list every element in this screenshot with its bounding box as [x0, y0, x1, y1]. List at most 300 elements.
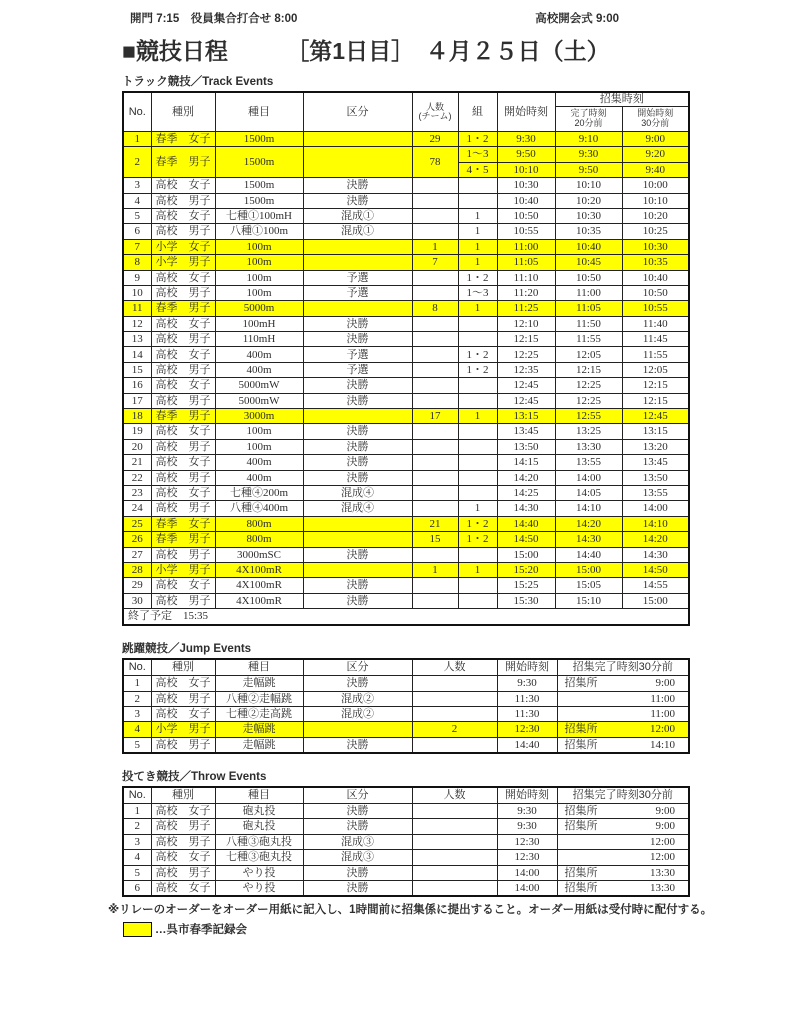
cell-start-time: 12:30 — [497, 850, 557, 865]
cell-call-complete: 11:00 — [555, 285, 622, 300]
track-section-label: トラック競技／Track Events — [122, 76, 274, 88]
cell-event: 1500m — [215, 132, 303, 147]
cell-category: 高校 男子 — [151, 501, 215, 516]
table-row — [123, 501, 689, 516]
cell-no: 21 — [123, 455, 151, 470]
cell-count: 1 — [412, 562, 458, 577]
track-table-body — [123, 132, 689, 609]
cell-category: 小学 男子 — [151, 722, 215, 737]
jump-table-header — [123, 659, 689, 676]
cell-start-time: 11:30 — [497, 691, 557, 706]
cell-call-start: 13:45 — [622, 455, 689, 470]
cell-event: 4X100mR — [215, 593, 303, 608]
cell-event: 走幅跳 — [215, 676, 303, 691]
track-table-header — [123, 92, 689, 132]
col-header-category: 種別 — [151, 787, 215, 804]
cell-start-time: 10:10 — [497, 162, 555, 177]
cell-call-complete: 10:35 — [555, 224, 622, 239]
cell-event: 1500m — [215, 178, 303, 193]
call-time: 11:00 — [650, 692, 675, 705]
cell-call-complete: 9:10 — [555, 132, 622, 147]
cell-count — [412, 881, 497, 897]
cell-event: やり投 — [215, 865, 303, 880]
cell-call-place-time — [557, 676, 689, 691]
cell-count: 8 — [412, 301, 458, 316]
cell-start-time: 14:40 — [497, 737, 557, 753]
cell-no: 4 — [123, 850, 151, 865]
col-header-call-time: 招集時刻 — [555, 92, 689, 107]
table-row — [123, 706, 689, 721]
highlight-color-swatch — [123, 922, 152, 937]
table-row — [123, 147, 689, 162]
cell-heat — [458, 578, 497, 593]
cell-division — [303, 301, 412, 316]
call-time: 11:00 — [650, 707, 675, 720]
cell-category: 高校 女子 — [151, 378, 215, 393]
cell-start-time: 10:40 — [497, 193, 555, 208]
cell-start-time: 15:25 — [497, 578, 555, 593]
cell-call-complete: 10:40 — [555, 239, 622, 254]
cell-start-time: 9:30 — [497, 132, 555, 147]
cell-no: 1 — [123, 804, 151, 819]
cell-event: 800m — [215, 516, 303, 531]
cell-event: 800m — [215, 532, 303, 547]
cell-heat — [458, 193, 497, 208]
cell-no: 6 — [123, 224, 151, 239]
cell-count — [412, 865, 497, 880]
cell-call-complete: 14:40 — [555, 547, 622, 562]
cell-no: 26 — [123, 532, 151, 547]
cell-call-place-time — [557, 722, 689, 737]
col-header-start-time: 開始時刻 — [497, 787, 557, 804]
cell-heat: 1・2 — [458, 347, 497, 362]
cell-start-time: 15:00 — [497, 547, 555, 562]
cell-start-time: 15:30 — [497, 593, 555, 608]
cell-no: 5 — [123, 208, 151, 223]
cell-heat — [458, 393, 497, 408]
cell-call-place-time — [557, 804, 689, 819]
cell-start-time: 14:00 — [497, 865, 557, 880]
cell-call-complete: 9:50 — [555, 162, 622, 177]
cell-start-time: 9:30 — [497, 819, 557, 834]
cell-division: 決勝 — [303, 547, 412, 562]
cell-event: 100mH — [215, 316, 303, 331]
cell-division: 決勝 — [303, 470, 412, 485]
cell-event: 4X100mR — [215, 578, 303, 593]
cell-division: 決勝 — [303, 819, 412, 834]
col-header-no: No. — [123, 787, 151, 804]
cell-no: 3 — [123, 706, 151, 721]
cell-no: 29 — [123, 578, 151, 593]
cell-heat: 1・2 — [458, 362, 497, 377]
cell-category: 高校 男子 — [151, 193, 215, 208]
cell-division — [303, 239, 412, 254]
cell-no: 17 — [123, 393, 151, 408]
cell-count — [412, 501, 458, 516]
cell-category: 高校 女子 — [151, 347, 215, 362]
cell-call-start: 10:55 — [622, 301, 689, 316]
cell-start-time: 9:30 — [497, 804, 557, 819]
cell-event: 5000m — [215, 301, 303, 316]
cell-call-place-time — [557, 706, 689, 721]
cell-call-complete: 10:45 — [555, 255, 622, 270]
call-place: 招集所 — [564, 866, 598, 879]
cell-event: 七種④200m — [215, 485, 303, 500]
cell-category: 高校 女子 — [151, 676, 215, 691]
cell-category: 高校 男子 — [151, 691, 215, 706]
cell-heat: 1 — [458, 409, 497, 424]
col-header-category: 種別 — [151, 92, 215, 132]
cell-start-time: 12:45 — [497, 378, 555, 393]
cell-call-start: 12:45 — [622, 409, 689, 424]
cell-no: 2 — [123, 819, 151, 834]
cell-count — [412, 819, 497, 834]
call-time: 13:30 — [649, 882, 675, 895]
cell-category: 高校 女子 — [151, 485, 215, 500]
cell-category: 小学 女子 — [151, 239, 215, 254]
cell-start-time: 12:30 — [497, 722, 557, 737]
cell-no: 20 — [123, 439, 151, 454]
cell-no: 18 — [123, 409, 151, 424]
cell-call-complete: 12:25 — [555, 378, 622, 393]
cell-no: 30 — [123, 593, 151, 608]
cell-call-start: 12:15 — [622, 393, 689, 408]
cell-no: 13 — [123, 332, 151, 347]
cell-category: 高校 女子 — [151, 578, 215, 593]
col-header-start-time: 開始時刻 — [497, 659, 557, 676]
cell-category: 春季 男子 — [151, 147, 215, 178]
cell-start-time: 11:20 — [497, 285, 555, 300]
table-row — [123, 378, 689, 393]
col-header-count: 人数 (チーム) — [412, 92, 458, 132]
cell-start-time: 9:50 — [497, 147, 555, 162]
cell-call-complete: 15:05 — [555, 578, 622, 593]
cell-call-complete: 13:25 — [555, 424, 622, 439]
cell-category: 高校 男子 — [151, 865, 215, 880]
cell-division — [303, 722, 412, 737]
cell-event: 400m — [215, 470, 303, 485]
throw-events-table — [122, 786, 690, 897]
cell-count — [412, 485, 458, 500]
cell-start-time: 12:25 — [497, 347, 555, 362]
cell-no: 19 — [123, 424, 151, 439]
cell-heat — [458, 178, 497, 193]
cell-no: 27 — [123, 547, 151, 562]
cell-count — [412, 362, 458, 377]
col-header-start-time: 開始時刻 — [497, 92, 555, 132]
table-row — [123, 676, 689, 691]
cell-division: 混成② — [303, 691, 412, 706]
cell-division: 混成③ — [303, 850, 412, 865]
cell-call-start: 10:50 — [622, 285, 689, 300]
cell-call-start: 15:00 — [622, 593, 689, 608]
cell-call-complete: 12:55 — [555, 409, 622, 424]
cell-no: 6 — [123, 881, 151, 897]
end-time-note: 終了予定 15:35 — [123, 609, 689, 626]
cell-event: 八種②走幅跳 — [215, 691, 303, 706]
cell-count — [412, 547, 458, 562]
cell-no: 22 — [123, 470, 151, 485]
cell-call-start: 11:45 — [622, 332, 689, 347]
cell-call-start: 10:40 — [622, 270, 689, 285]
cell-count — [412, 378, 458, 393]
cell-call-complete: 10:20 — [555, 193, 622, 208]
cell-call-complete: 15:00 — [555, 562, 622, 577]
table-row — [123, 593, 689, 608]
cell-category: 高校 女子 — [151, 208, 215, 223]
cell-heat — [458, 485, 497, 500]
cell-division: 決勝 — [303, 193, 412, 208]
cell-no: 3 — [123, 834, 151, 849]
cell-call-start: 14:00 — [622, 501, 689, 516]
table-row — [123, 178, 689, 193]
cell-division: 決勝 — [303, 804, 412, 819]
cell-count — [412, 676, 497, 691]
cell-event: 走幅跳 — [215, 722, 303, 737]
table-row — [123, 532, 689, 547]
cell-call-place-time — [557, 819, 689, 834]
cell-start-time: 14:15 — [497, 455, 555, 470]
cell-division: 決勝 — [303, 676, 412, 691]
cell-count: 2 — [412, 722, 497, 737]
jump-section-label: 跳躍競技／Jump Events — [122, 643, 252, 656]
cell-call-start: 9:20 — [622, 147, 689, 162]
table-row — [123, 193, 689, 208]
cell-start-time: 14:00 — [497, 881, 557, 897]
cell-call-complete: 10:10 — [555, 178, 622, 193]
cell-count: 29 — [412, 132, 458, 147]
cell-category: 高校 女子 — [151, 316, 215, 331]
cell-no: 4 — [123, 193, 151, 208]
cell-heat: 1 — [458, 239, 497, 254]
title-line — [122, 33, 801, 66]
cell-event: 100m — [215, 239, 303, 254]
call-time: 9:00 — [655, 820, 675, 833]
cell-no: 23 — [123, 485, 151, 500]
cell-division: 決勝 — [303, 378, 412, 393]
cell-call-start: 10:35 — [622, 255, 689, 270]
cell-category: 春季 女子 — [151, 516, 215, 531]
cell-category: 春季 男子 — [151, 532, 215, 547]
cell-call-start: 10:25 — [622, 224, 689, 239]
cell-category: 高校 男子 — [151, 819, 215, 834]
cell-count: 78 — [412, 147, 458, 178]
cell-call-start: 9:00 — [622, 132, 689, 147]
cell-event: 八種①100m — [215, 224, 303, 239]
table-row — [123, 722, 689, 737]
cell-event: 八種③砲丸投 — [215, 834, 303, 849]
cell-heat — [458, 455, 497, 470]
cell-no: 25 — [123, 516, 151, 531]
cell-start-time: 13:45 — [497, 424, 555, 439]
cell-category: 高校 男子 — [151, 285, 215, 300]
cell-start-time: 11:00 — [497, 239, 555, 254]
cell-category: 高校 男子 — [151, 737, 215, 753]
cell-event: 1500m — [215, 147, 303, 178]
cell-count — [412, 850, 497, 865]
call-time: 12:00 — [649, 851, 675, 864]
page-title-day: ［第1日目］ ４月２５日（土） — [286, 38, 610, 64]
cell-heat: 1 — [458, 255, 497, 270]
cell-category: 高校 男子 — [151, 593, 215, 608]
relay-note: ※リレーのオーダーをオーダー用紙に記入し、1時間前に招集係に提出すること。オーダー用紙は受付時に配付する。 — [108, 904, 713, 917]
cell-no: 3 — [123, 178, 151, 193]
cell-call-complete: 12:25 — [555, 393, 622, 408]
cell-event: 3000m — [215, 409, 303, 424]
cell-category: 高校 男子 — [151, 224, 215, 239]
table-row — [123, 239, 689, 254]
call-time: 12:00 — [649, 835, 675, 848]
cell-no: 2 — [123, 691, 151, 706]
cell-call-complete: 10:30 — [555, 208, 622, 223]
cell-category: 高校 男子 — [151, 470, 215, 485]
cell-category: 高校 女子 — [151, 804, 215, 819]
cell-division: 決勝 — [303, 881, 412, 897]
cell-division — [303, 562, 412, 577]
cell-division — [303, 516, 412, 531]
cell-count: 7 — [412, 255, 458, 270]
cell-call-complete: 13:30 — [555, 439, 622, 454]
cell-heat — [458, 378, 497, 393]
cell-call-start: 14:20 — [622, 532, 689, 547]
cell-heat: 1 — [458, 501, 497, 516]
cell-call-start: 12:05 — [622, 362, 689, 377]
table-row — [123, 409, 689, 424]
cell-event: 砲丸投 — [215, 804, 303, 819]
page-title: ■競技日程 — [122, 38, 228, 64]
cell-division: 予選 — [303, 270, 412, 285]
col-header-count: 人数 — [412, 659, 497, 676]
cell-call-complete: 12:15 — [555, 362, 622, 377]
cell-division — [303, 255, 412, 270]
cell-count: 15 — [412, 532, 458, 547]
cell-call-complete: 11:05 — [555, 301, 622, 316]
cell-heat: 4・5 — [458, 162, 497, 177]
cell-category: 小学 男子 — [151, 562, 215, 577]
cell-count: 17 — [412, 409, 458, 424]
cell-call-start: 14:30 — [622, 547, 689, 562]
cell-heat — [458, 424, 497, 439]
cell-division: 混成④ — [303, 501, 412, 516]
cell-call-place-time — [557, 691, 689, 706]
cell-start-time: 13:50 — [497, 439, 555, 454]
gate-open-time: 開門 7:15 役員集合打合せ 8:00 — [130, 13, 298, 25]
table-row — [123, 455, 689, 470]
table-row — [123, 881, 689, 897]
cell-no: 2 — [123, 147, 151, 178]
cell-division: 決勝 — [303, 439, 412, 454]
table-row — [123, 347, 689, 362]
cell-start-time: 11:30 — [497, 706, 557, 721]
cell-heat: 1・2 — [458, 516, 497, 531]
cell-call-complete: 14:30 — [555, 532, 622, 547]
table-row — [123, 270, 689, 285]
cell-start-time: 9:30 — [497, 676, 557, 691]
call-time: 13:30 — [649, 866, 675, 879]
call-place: 招集所 — [564, 738, 598, 751]
cell-event: 400m — [215, 362, 303, 377]
table-row — [123, 578, 689, 593]
cell-count — [412, 270, 458, 285]
cell-call-start: 10:10 — [622, 193, 689, 208]
cell-start-time: 12:10 — [497, 316, 555, 331]
cell-division — [303, 532, 412, 547]
call-place: 招集所 — [564, 820, 598, 833]
cell-category: 高校 女子 — [151, 270, 215, 285]
cell-category: 高校 女子 — [151, 178, 215, 193]
cell-call-start: 11:55 — [622, 347, 689, 362]
table-row — [123, 285, 689, 300]
cell-start-time: 14:20 — [497, 470, 555, 485]
cell-category: 小学 男子 — [151, 255, 215, 270]
table-row — [123, 362, 689, 377]
cell-heat: 1～3 — [458, 147, 497, 162]
table-row — [123, 804, 689, 819]
cell-start-time: 10:50 — [497, 208, 555, 223]
cell-count — [412, 470, 458, 485]
cell-count — [412, 804, 497, 819]
cell-no: 11 — [123, 301, 151, 316]
table-row — [123, 132, 689, 147]
cell-division: 決勝 — [303, 178, 412, 193]
cell-count — [412, 706, 497, 721]
cell-division — [303, 409, 412, 424]
cell-start-time: 11:10 — [497, 270, 555, 285]
cell-event: 400m — [215, 455, 303, 470]
cell-event: やり投 — [215, 881, 303, 897]
throw-table-header — [123, 787, 689, 804]
cell-division: 決勝 — [303, 593, 412, 608]
cell-event: 七種③砲丸投 — [215, 850, 303, 865]
cell-category: 高校 男子 — [151, 834, 215, 849]
cell-event: 100m — [215, 439, 303, 454]
cell-call-place-time — [557, 850, 689, 865]
cell-call-complete: 14:20 — [555, 516, 622, 531]
cell-division: 決勝 — [303, 393, 412, 408]
call-time: 14:10 — [649, 738, 675, 751]
col-header-call-time: 招集完了時刻30分前 — [557, 659, 689, 676]
cell-division: 決勝 — [303, 455, 412, 470]
cell-heat: 1 — [458, 562, 497, 577]
cell-start-time: 12:35 — [497, 362, 555, 377]
cell-event: 100m — [215, 255, 303, 270]
cell-event: 5000mW — [215, 393, 303, 408]
cell-call-start: 14:55 — [622, 578, 689, 593]
cell-start-time: 12:30 — [497, 834, 557, 849]
cell-category: 高校 男子 — [151, 439, 215, 454]
cell-event: 七種①100mH — [215, 208, 303, 223]
jump-events-table — [122, 658, 690, 754]
table-row — [123, 834, 689, 849]
cell-event: 5000mW — [215, 378, 303, 393]
cell-division — [303, 147, 412, 178]
cell-division: 混成① — [303, 224, 412, 239]
cell-event: 1500m — [215, 193, 303, 208]
table-row — [123, 316, 689, 331]
cell-division: 決勝 — [303, 424, 412, 439]
table-row — [123, 850, 689, 865]
table-row — [123, 562, 689, 577]
cell-event: 100m — [215, 270, 303, 285]
cell-heat: 1 — [458, 208, 497, 223]
cell-count — [412, 691, 497, 706]
cell-start-time: 13:15 — [497, 409, 555, 424]
cell-division: 決勝 — [303, 316, 412, 331]
call-time: 9:00 — [655, 677, 675, 690]
col-header-division: 区分 — [303, 659, 412, 676]
throw-section-label: 投てき競技／Throw Events — [122, 771, 267, 784]
cell-call-start: 14:10 — [622, 516, 689, 531]
